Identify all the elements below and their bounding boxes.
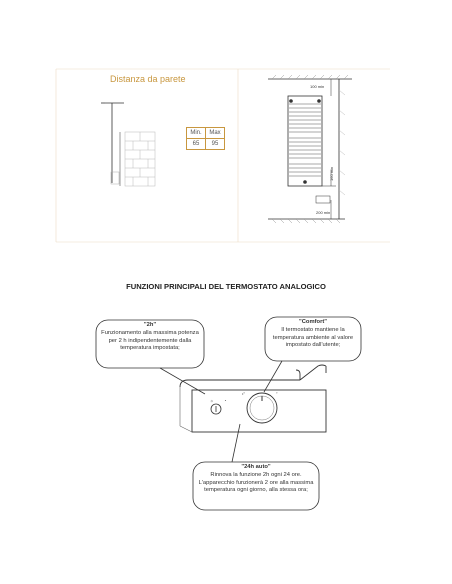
- callout-2h-title: "2h": [143, 322, 157, 328]
- svg-text:◔: ◔: [224, 398, 227, 403]
- table-row: [187, 128, 225, 139]
- table-row: [187, 139, 225, 150]
- thermostat-diagram: [0, 300, 452, 530]
- dim-side-label: 160 min: [329, 166, 334, 181]
- socket-box: [316, 196, 330, 203]
- towel-radiator: [288, 96, 322, 186]
- callout-24h-text: Rinnova la funzione 2h ogni 24 ore. L'apparecchio funzionerà 2 ore alla massima temperatura ogni giorno, alla stessa ora;: [198, 472, 314, 494]
- panel-frame: [56, 69, 390, 242]
- callout-24h-auto: [195, 464, 317, 495]
- value-max: 95: [206, 139, 225, 150]
- callout-24h-title: "24h auto": [241, 464, 271, 470]
- wall-distance-title: Distanza da parete: [110, 74, 186, 84]
- installation-diagram: [0, 0, 452, 260]
- svg-text:•°: •°: [242, 391, 245, 396]
- callout-comfort-text: Il termostato mantiene la temperatura ambiente al valore impostato dall'utente;: [272, 327, 354, 349]
- header-min: Min.: [187, 128, 206, 139]
- dimension-lines: [322, 79, 336, 219]
- callout-2h-text: Funzionamento alla massima potenza per 2 h indipendentemente dalla temperatura impostata;: [101, 330, 199, 352]
- section-title: FUNZIONI PRINCIPALI DEL TERMOSTATO ANALOGICO: [126, 282, 326, 291]
- clearance-drawing: [268, 75, 352, 223]
- svg-text:°: °: [276, 391, 278, 396]
- callout-2h: [98, 322, 202, 353]
- callout-comfort: [267, 319, 359, 350]
- value-min: 65: [187, 139, 206, 150]
- dim-bottom-label: 200 min: [316, 210, 331, 215]
- header-max: Max: [206, 128, 225, 139]
- brick-wall: [125, 132, 155, 186]
- callout-comfort-title: "Comfort": [298, 319, 328, 325]
- wall-distance-drawing: [101, 103, 155, 186]
- dim-top-label: 100 min: [310, 84, 325, 89]
- svg-text:☼: ☼: [210, 398, 214, 403]
- wall-distance-table: [186, 127, 225, 150]
